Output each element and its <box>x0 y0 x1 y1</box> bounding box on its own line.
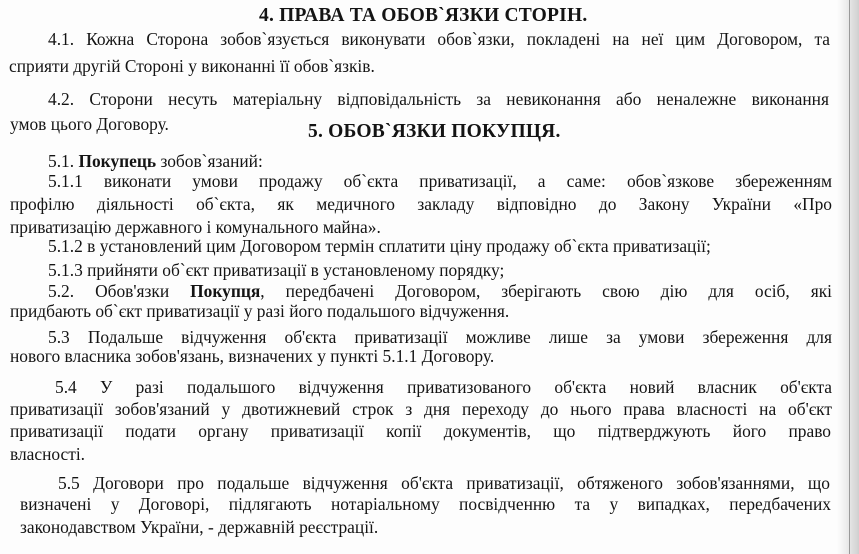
clause-4-1-line-1: 4.1. Кожна Сторона зобов`язується виконувати обов`язки, покладені на неї цим Договором, та <box>48 29 830 49</box>
clause-5-5-line-2: визначені у Договорі, підлягають нотаріальному посвідченню та у випадках, передбачених <box>20 494 831 514</box>
clause-5-1-3: 5.1.3 прийняти об`єкт приватизації в установленому порядку; <box>48 260 505 280</box>
clause-5-4-line-4: власності. <box>10 444 86 464</box>
clause-4-1-line-2: сприяти другій Стороні у виконанні її обов`язків. <box>9 56 375 76</box>
section-5-heading: 5. ОБОВ`ЯЗКИ ПОКУПЦЯ. <box>308 121 561 142</box>
clause-5-5-line-1: 5.5 Договори про подальше відчуження об'єкта приватизації, обтяженого зобов'язаннями, що <box>58 473 830 493</box>
clause-5-1-text: зобов`язаний: <box>160 151 263 171</box>
section-4-heading: 4. ПРАВА ТА ОБОВ`ЯЗКИ СТОРІН. <box>259 5 588 26</box>
buyer-term-2: Покупця <box>190 281 261 301</box>
clause-5-4-line-2: приватизації зобов'язаний у двотижневий строк з дня переходу до нього права власності на об'єкт <box>10 399 832 419</box>
clause-4-2-line-1: 4.2. Сторони несуть матеріальну відповідальність за невиконання або неналежне виконання <box>48 89 829 109</box>
clause-5-4-line-3: приватизації подати органу приватизації копії документів, що підтверджують його право <box>10 421 831 441</box>
clause-5-4-line-1: 5.4 У разі подальшого відчуження приватизованого об'єкта новий власник об'єкта <box>55 377 832 397</box>
page-edge-shadow <box>837 0 859 554</box>
clause-5-3-line-1: 5.3 Подальше відчуження об'єкта приватизації можливе лише за умови збереження для <box>48 327 832 347</box>
clause-5-1-1-line-3: приватизацію державного і комунального майна». <box>10 217 381 237</box>
clause-5-1-number: 5.1. <box>48 151 75 171</box>
clause-5-1-2: 5.1.2 в установлений цим Договором термін сплатити ціну продажу об`єкта приватизації; <box>48 236 711 256</box>
clause-5-2-line-1 <box>48 280 832 302</box>
page-edge-line <box>849 0 850 554</box>
clause-5-2-start: 5.2. Обов'язки <box>48 281 170 301</box>
clause-5-1-1-line-2: профілю діяльності об`єкта, як медичного закладу відповідно до Закону України «Про <box>10 194 832 214</box>
clause-5-5-line-3: законодавством України, - державній реєстрації. <box>20 517 379 537</box>
clause-5-1-1-line-1: 5.1.1 виконати умови продажу об`єкта приватизації, а саме: обов`язкове збереженням <box>48 171 832 191</box>
buyer-term: Покупець <box>78 151 157 171</box>
clause-5-2-text: , передбачені Договором, зберігають свою дію для осіб, які <box>260 281 832 301</box>
clause-5-3-line-2: нового власника зобов'язань, визначених у пункті 5.1.1 Договору. <box>10 346 495 366</box>
clause-5-1 <box>48 150 263 172</box>
clause-5-2-line-2: придбають об`єкт приватизації у разі його подальшого відчуження. <box>10 301 510 321</box>
clause-4-2-line-2: умов цього Договору. <box>10 114 169 134</box>
